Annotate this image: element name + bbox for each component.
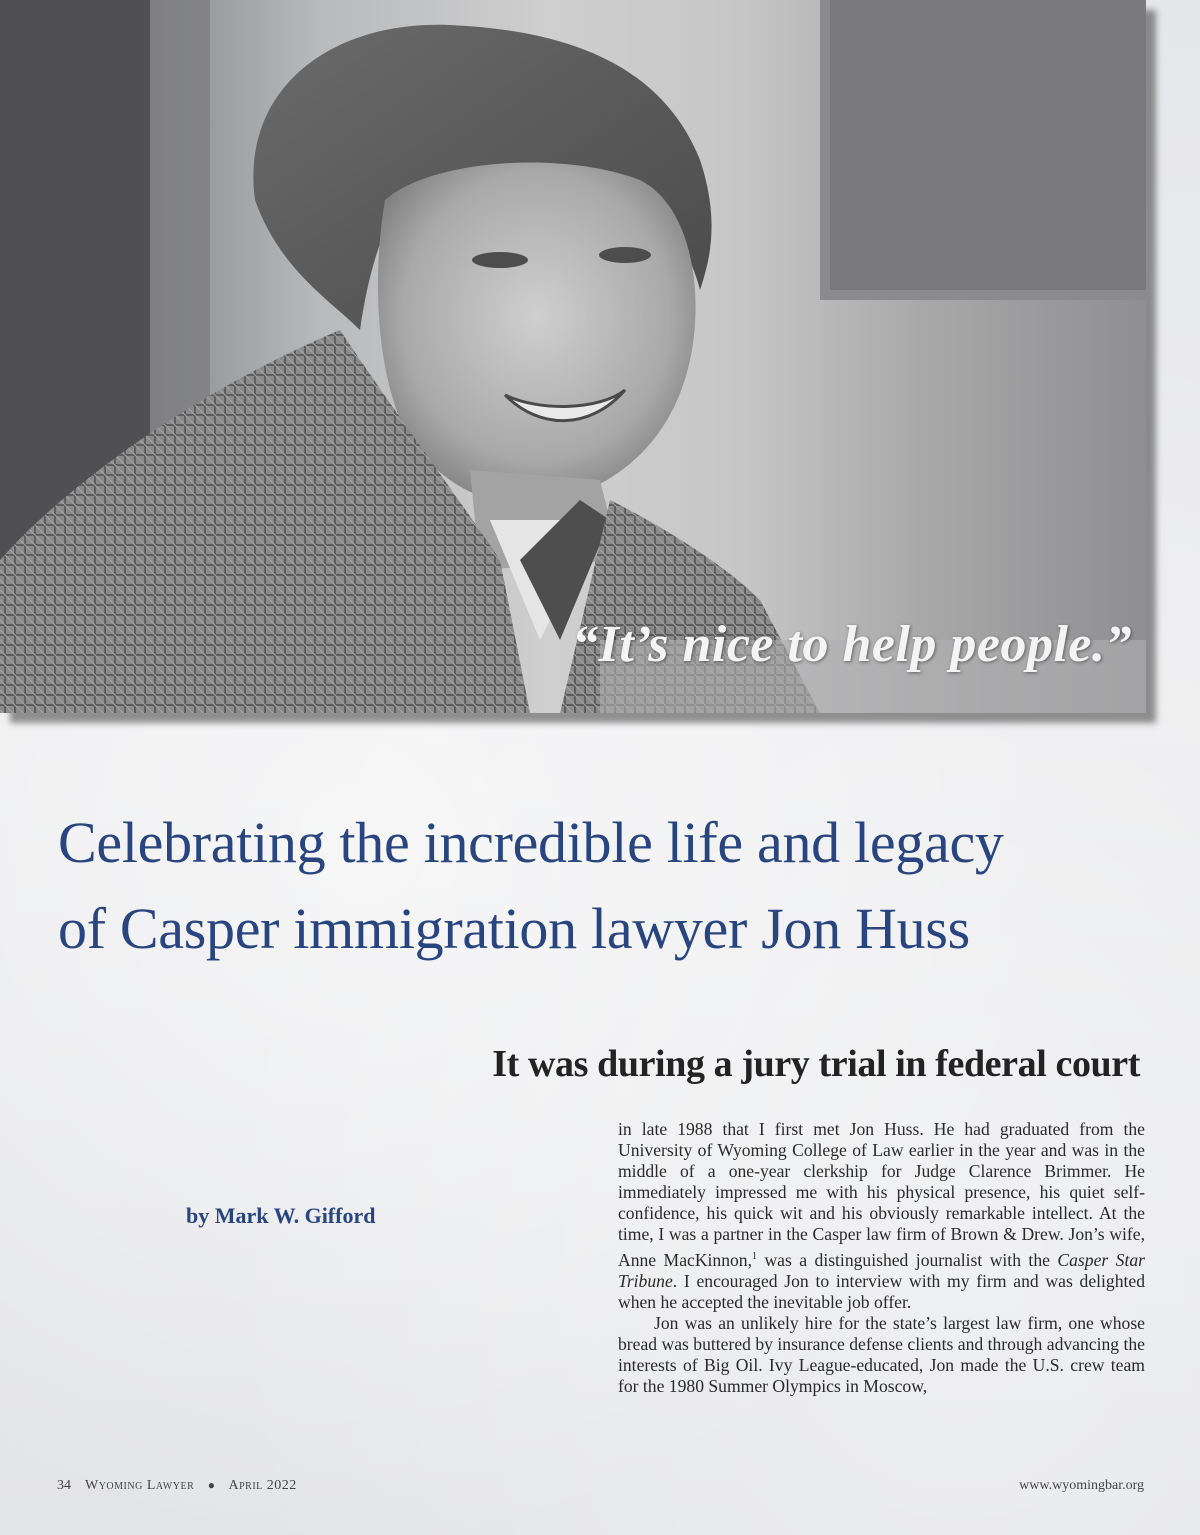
body-p1-part3: . I encouraged Jon to interview with my firm and was delighted when he accepted the inevitable job offer.	[618, 1270, 1145, 1312]
photo-illustration	[0, 0, 1146, 713]
body-paragraph-1	[618, 1119, 1145, 1313]
byline: by Mark W. Gifford	[186, 1203, 376, 1228]
body-paragraph-2: Jon was an unlikely hire for the state’s largest law firm, one whose bread was buttered by insurance defense clients and through advancing the interests of Big Oil. Ivy League-educated, Jon made the U.S. crew team for the 1980 Summer Olympics in Moscow,	[618, 1312, 1145, 1396]
page-number: 34	[57, 1478, 71, 1493]
body-p1-part1: in late 1988 that I first met Jon Huss. He had graduated from the University of Wyoming College of Law earlier in the year and was in the middle of a one-year clerkship for Judge Clarence Brimmer. He immediately impressed me with his physical presence, his quiet self-confidence, his quick wit and his obviously remarkable intellect. At the time, I was a partner in the Casper law firm of Brown & Drew. Jon’s wife, Anne MacKinnon,	[618, 1119, 1145, 1270]
pull-quote: “It’s nice to help people.”	[572, 616, 1132, 673]
headline-line-1: Celebrating the incredible life and legacy	[58, 810, 1004, 875]
article-subhead: It was during a jury trial in federal court	[492, 1043, 1140, 1085]
article-headline	[58, 800, 1098, 972]
portrait-photo	[0, 0, 1146, 713]
body-p1-part2: was a distinguished journalist with the	[757, 1249, 1058, 1270]
footer-bullet: ●	[207, 1478, 215, 1492]
body-p1-italic: Casper Star Tribune	[618, 1249, 1145, 1291]
headline-line-2: of Casper immigration lawyer Jon Huss	[58, 896, 970, 961]
footnote-ref: 1	[752, 1250, 757, 1262]
publication-name: Wyoming Lawyer	[85, 1478, 195, 1493]
article-body	[618, 1119, 1145, 1397]
footer-left	[57, 1478, 297, 1494]
website-link[interactable]: www.wyomingbar.org	[1019, 1478, 1144, 1493]
issue-date: April 2022	[228, 1478, 297, 1493]
